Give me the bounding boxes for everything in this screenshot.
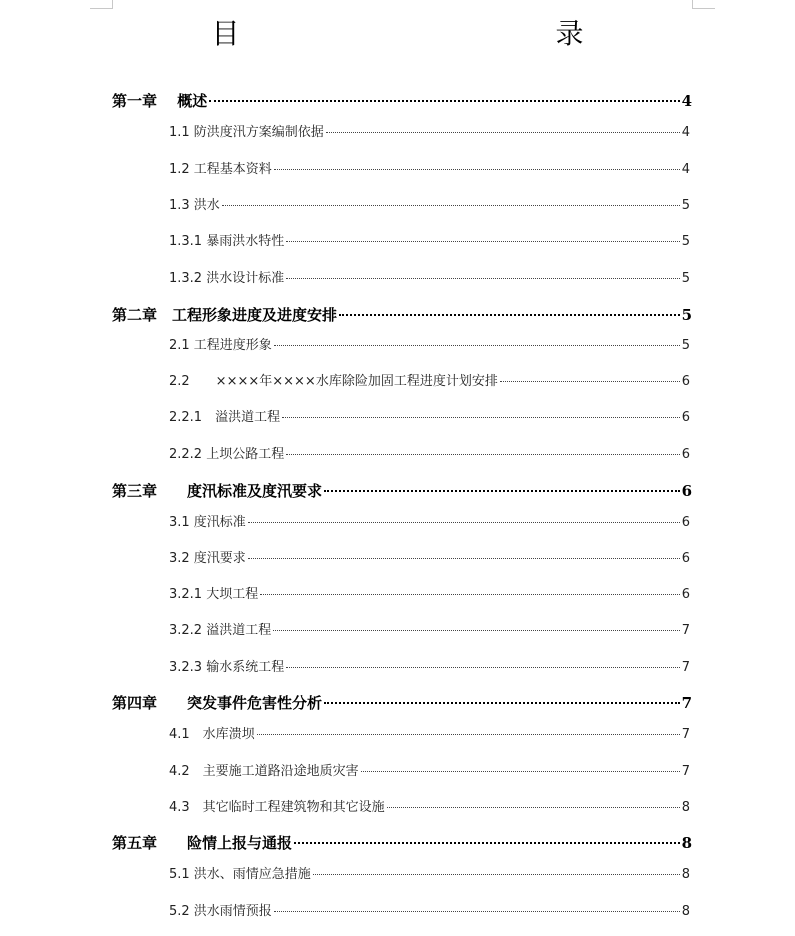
toc-chapter-entry[interactable] [112,480,692,501]
toc-section-entry[interactable] [169,619,690,638]
toc-dot-leader [260,594,680,595]
toc-entry-label: 第五章 险情上报与通报 [112,834,293,852]
toc-section-entry[interactable] [169,158,690,177]
toc-page-number: 8 [681,867,690,882]
toc-page-number: 4 [681,92,692,110]
toc-dot-leader [222,205,680,206]
toc-entry-label: 3.2 度汛要求 [169,551,246,566]
toc-section-entry[interactable] [169,760,690,779]
toc-section-entry[interactable] [169,267,690,286]
toc-chapter-entry[interactable] [112,692,692,713]
toc-dot-leader [282,417,680,418]
toc-page-number: 6 [681,482,692,500]
toc-dot-leader [274,345,680,346]
toc-section-entry[interactable] [169,370,690,389]
toc-page-number: 8 [681,800,690,815]
toc-entry-label: 1.1 防洪度汛方案编制依据 [169,125,324,140]
toc-dot-leader [286,241,680,242]
page-corner-mark-left [90,0,113,9]
toc-section-entry[interactable] [169,796,690,815]
toc-section-entry[interactable] [169,656,690,675]
toc-entry-label: 3.2.3 输水系统工程 [169,660,285,675]
toc-page-number: 6 [681,587,690,602]
toc-dot-leader [339,314,680,316]
toc-title: 目 录 [211,17,642,50]
toc-entry-label: 第一章 概述 [112,92,208,110]
toc-dot-leader [248,522,680,523]
toc-entry-label: 4.3 其它临时工程建筑物和其它设施 [169,800,385,815]
toc-dot-leader [274,911,680,912]
toc-entry-label: 1.3 洪水 [169,198,220,213]
toc-page-number: 5 [681,338,690,353]
toc-entry-label: 4.2 主要施工道路沿途地质灾害 [169,764,359,779]
toc-dot-leader [257,734,680,735]
toc-page-number: 8 [681,904,690,919]
toc-page-number: 7 [681,764,690,779]
toc-section-entry[interactable] [169,406,690,425]
toc-dot-leader [274,169,680,170]
toc-section-entry[interactable] [169,723,690,742]
toc-dot-leader [324,702,680,704]
toc-dot-leader [273,630,680,631]
toc-dot-leader [387,807,680,808]
toc-dot-leader [326,132,680,133]
toc-entry-label: 3.2.2 溢洪道工程 [169,623,272,638]
toc-section-entry[interactable] [169,443,690,462]
toc-section-entry[interactable] [169,121,690,140]
toc-section-entry[interactable] [169,334,690,353]
toc-section-entry[interactable] [169,230,690,249]
toc-page-number: 4 [681,125,690,140]
toc-entry-label: 5.2 洪水雨情预报 [169,904,272,919]
toc-section-entry[interactable] [169,583,690,602]
toc-page-number: 5 [681,234,690,249]
toc-entry-label: 第二章 工程形象进度及进度安排 [112,306,338,324]
toc-dot-leader [209,100,679,102]
toc-dot-leader [324,490,680,492]
toc-entry-label: 2.2.1 溢洪道工程 [169,410,281,425]
toc-chapter-entry[interactable] [112,304,692,325]
toc-page-number: 5 [681,198,690,213]
toc-entry-label: 5.1 洪水、雨情应急措施 [169,867,311,882]
toc-entry-label: 2.2 ××××年××××水库除险加固工程进度计划安排 [169,374,498,389]
toc-entry-label: 3.1 度汛标准 [169,515,246,530]
toc-page-number: 7 [681,727,690,742]
toc-entry-label: 3.2.1 大坝工程 [169,587,259,602]
toc-page-number: 6 [681,410,690,425]
toc-entry-label: 2.2.2 上坝公路工程 [169,447,285,462]
toc-page-number: 8 [681,834,692,852]
toc-entry-label: 1.3.1 暴雨洪水特性 [169,234,285,249]
toc-dot-leader [286,278,680,279]
toc-entry-label: 4.1 水库溃坝 [169,727,255,742]
toc-entry-label: 1.3.2 洪水设计标准 [169,271,285,286]
toc-page-number: 6 [681,515,690,530]
toc-dot-leader [286,454,680,455]
toc-entry-label: 1.2 工程基本资料 [169,162,272,177]
toc-dot-leader [500,381,680,382]
toc-dot-leader [286,667,680,668]
toc-page-number: 6 [681,374,690,389]
toc-dot-leader [294,842,680,844]
toc-dot-leader [313,874,680,875]
toc-page-number: 6 [681,551,690,566]
toc-page-number: 6 [681,447,690,462]
toc-section-entry[interactable] [169,511,690,530]
toc-page-number: 7 [681,660,690,675]
toc-section-entry[interactable] [169,547,690,566]
toc-entry-label: 2.1 工程进度形象 [169,338,272,353]
toc-section-entry[interactable] [169,900,690,919]
toc-chapter-entry[interactable] [112,90,692,111]
toc-page-number: 7 [681,694,692,712]
toc-section-entry[interactable] [169,194,690,213]
toc-page-number: 5 [681,306,692,324]
page-corner-mark-right [692,0,715,9]
toc-entry-label: 第四章 突发事件危害性分析 [112,694,323,712]
toc-entry-label: 第三章 度汛标准及度汛要求 [112,482,323,500]
toc-page-number: 7 [681,623,690,638]
toc-chapter-entry[interactable] [112,832,692,853]
toc-page-number: 5 [681,271,690,286]
toc-dot-leader [361,771,680,772]
toc-page-number: 4 [681,162,690,177]
toc-dot-leader [248,558,680,559]
toc-section-entry[interactable] [169,863,690,882]
